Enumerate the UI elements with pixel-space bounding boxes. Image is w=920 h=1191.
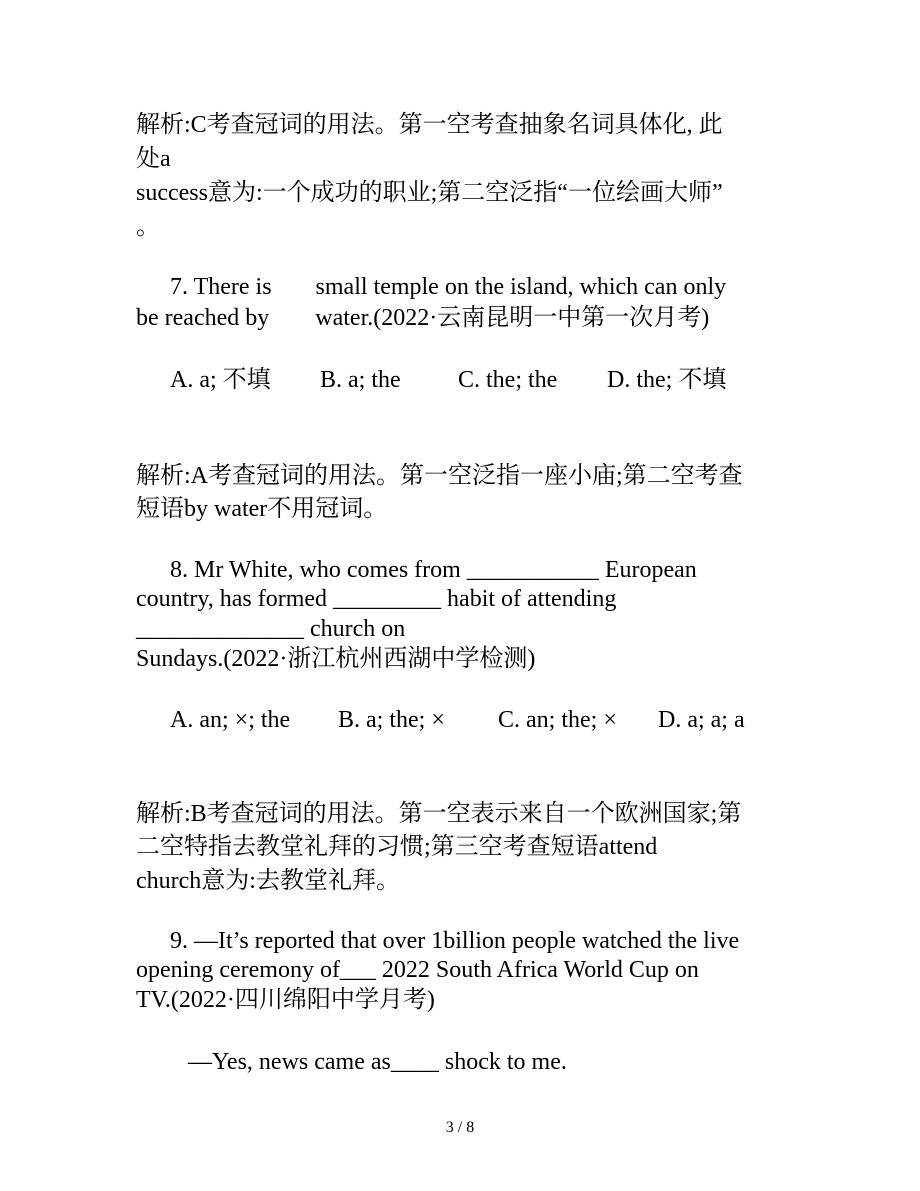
option-d: D. a; a; a (658, 707, 745, 733)
page-number: 3 / 8 (445, 1119, 475, 1136)
question-line: opening ceremony of___ 2022 South Africa World Cup on (136, 957, 699, 983)
option-b: B. a; the; × (338, 707, 445, 733)
analysis-line: 。 (136, 214, 160, 240)
question-line: country, has formed _________ habit of attending (136, 586, 617, 612)
question-line: 8. Mr White, who comes from ___________ European (170, 557, 697, 583)
option-c: C. an; the; × (498, 707, 617, 733)
analysis-line: church意为:去教堂礼拜。 (136, 868, 400, 894)
question-text: be reached by (136, 305, 270, 331)
option-d: D. the; 不填 (607, 367, 727, 393)
question-line: TV.(2022·四川绵阳中学月考) (136, 987, 435, 1013)
analysis-line: 解析:B考查冠词的用法。第一空表示来自一个欧洲国家;第 (136, 801, 742, 827)
question-line (136, 303, 709, 333)
question-text: water.(2022·云南昆明一中第一次月考) (315, 305, 710, 331)
analysis-line: 短语by water不用冠词。 (136, 496, 388, 522)
analysis-line: 处a (136, 146, 171, 172)
question-text: small temple on the island, which can only (315, 274, 727, 300)
question-line: Sundays.(2022·浙江杭州西湖中学检测) (136, 646, 536, 672)
option-a: A. an; ×; the (170, 707, 291, 733)
question-line: —Yes, news came as____ shock to me. (188, 1049, 567, 1075)
analysis-line: 解析:A考查冠词的用法。第一空泛指一座小庙;第二空考查 (136, 463, 743, 489)
question-line: 9. —It’s reported that over 1billion people watched the live (170, 928, 740, 954)
option-a: A. a; 不填 (170, 367, 271, 393)
analysis-line: 解析:C考查冠词的用法。第一空考查抽象名词具体化, 此 (136, 112, 723, 138)
question-line (170, 272, 726, 302)
analysis-line: success意为:一个成功的职业;第二空泛指“一位绘画大师” (136, 180, 723, 206)
question-line: ______________ church on (136, 616, 406, 642)
option-c: C. the; the (458, 367, 558, 393)
question-text: 7. There is (170, 274, 272, 300)
analysis-line: 二空特指去教堂礼拜的习惯;第三空考查短语attend (136, 834, 658, 860)
option-b: B. a; the (320, 367, 401, 393)
